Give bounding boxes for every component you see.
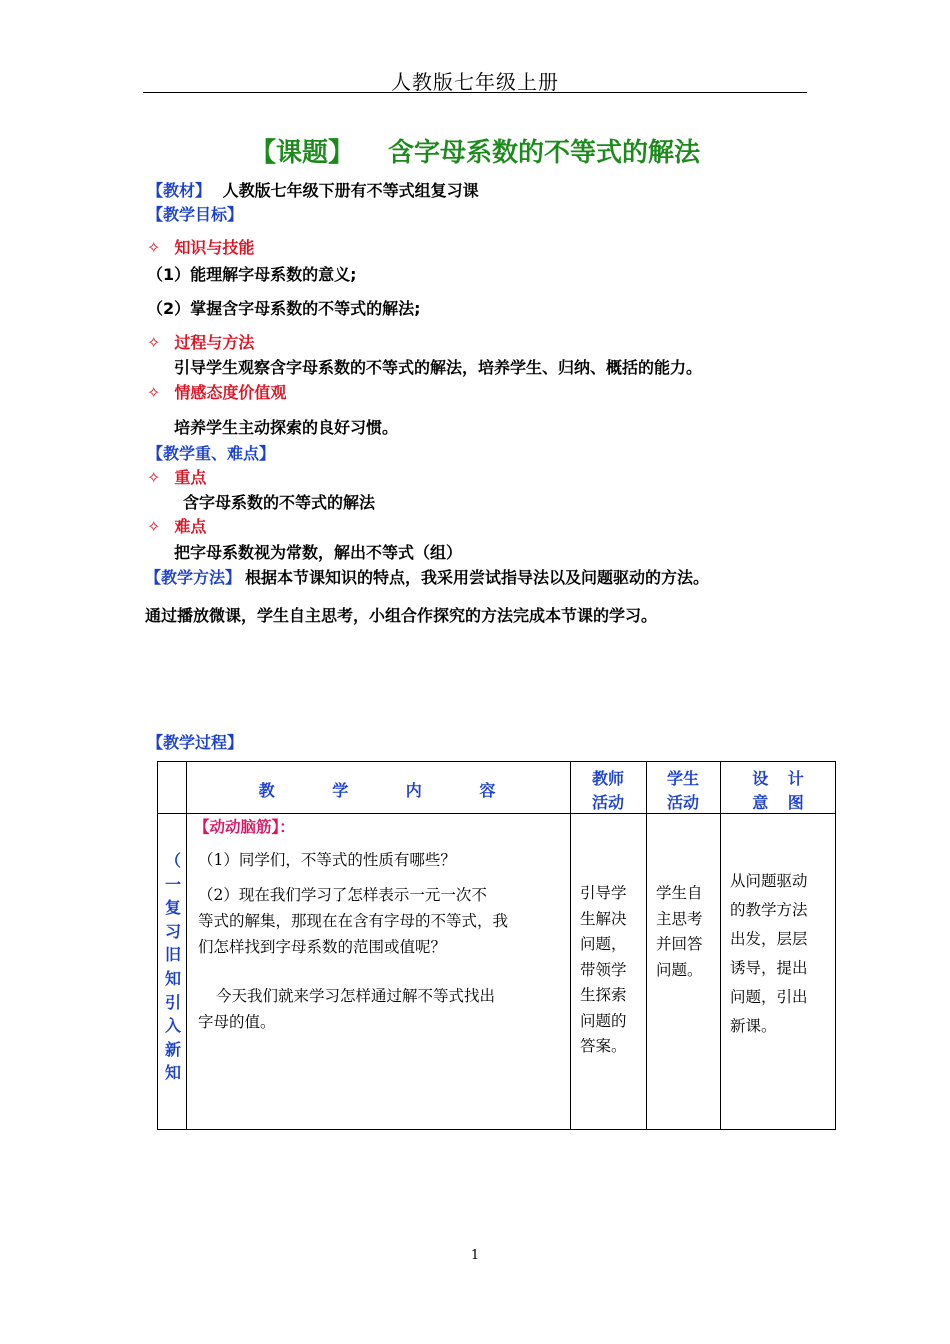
knowledge-item-1: （1）能理解字母系数的意义; xyxy=(147,265,357,284)
process-heading: ✧ 过程与方法 xyxy=(147,333,255,352)
knowledge-item-2: （2）掌握含字母系数的不等式的解法; xyxy=(147,299,421,318)
emotion-text: 培养学生主动探索的良好习惯。 xyxy=(174,418,399,437)
difficulty-text: 把字母系数视为常数，解出不等式（组） xyxy=(174,543,463,562)
emotion-heading: ✧ 情感态度价值观 xyxy=(147,383,287,402)
header-student-1: 学生 xyxy=(666,769,699,788)
header-content: 教 学 内 容 xyxy=(258,781,498,800)
teacher-activity: 引导学 生解决 问题， 带领学 生探索 问题的 答案。 xyxy=(580,884,627,1055)
header-design-1: 设 计 xyxy=(752,769,804,788)
header-teacher-2: 活动 xyxy=(591,793,624,812)
diamond-icon: ✧ xyxy=(147,517,161,536)
content-q2-line2: 等式的解集，那现在在含有字母的不等式，我 xyxy=(198,912,509,930)
difficulty-heading: ✧ 难点 xyxy=(147,517,207,536)
header-rule xyxy=(143,92,807,93)
lesson-title xyxy=(0,132,950,169)
stage-label: （ 一 复 习 旧 知 引 入 新 知 xyxy=(164,851,181,1083)
header-student-2: 活动 xyxy=(666,793,699,812)
header-title: 人教版七年级上册 xyxy=(391,70,559,94)
lesson-title-text: 含字母系数的不等式的解法 xyxy=(388,138,701,168)
material-tag: 【教材】 xyxy=(147,181,212,200)
lesson-title-bracket: 【课题】 xyxy=(249,138,354,168)
goals-tag: 【教学目标】 xyxy=(147,205,244,224)
diamond-icon: ✧ xyxy=(147,238,161,257)
diamond-icon: ✧ xyxy=(147,333,161,352)
content-today-line2: 字母的值。 xyxy=(198,1013,276,1031)
header-teacher-1: 教师 xyxy=(591,769,624,788)
content-q2-line3: 们怎样找到字母系数的范围或值呢？ xyxy=(198,938,447,956)
method-line xyxy=(145,565,709,588)
material-line xyxy=(147,178,479,201)
method-text-2: 通过播放微课，学生自主思考，小组合作探究的方法完成本节课的学习。 xyxy=(145,606,658,625)
method-text: 根据本节课知识的特点，我采用尝试指导法以及问题驱动的方法。 xyxy=(245,568,710,587)
process-text: 引导学生观察含字母系数的不等式的解法，培养学生、归纳、概括的能力。 xyxy=(174,358,703,377)
diamond-icon: ✧ xyxy=(147,383,161,402)
content-q2-line1: （2）现在我们学习了怎样表示一元一次不 xyxy=(198,886,487,904)
diamond-icon: ✧ xyxy=(147,468,161,487)
material-text: 人教版七年级下册有不等式组复习课 xyxy=(222,181,479,200)
design-intent: 从问题驱动 的教学方法 出发，层层 诱导，提出 问题，引出 新课。 xyxy=(730,872,808,1035)
header-design-2: 意 图 xyxy=(752,793,804,812)
student-activity: 学生自 主思考 并回答 问题。 xyxy=(656,884,703,979)
content-q1: （1）同学们，不等式的性质有哪些？ xyxy=(198,851,456,869)
focus-text: 含字母系数的不等式的解法 xyxy=(183,493,376,512)
method-tag: 【教学方法】 xyxy=(145,568,242,587)
page-number: 1 xyxy=(470,1248,480,1263)
content-today-line1: 今天我们就来学习怎样通过解不等式找出 xyxy=(216,987,496,1005)
process-section-tag: 【教学过程】 xyxy=(147,733,244,752)
content-tag: 【动动脑筋】： xyxy=(194,818,295,836)
knowledge-heading: ✧ 知识与技能 xyxy=(147,238,255,257)
teaching-process-table xyxy=(157,761,836,1130)
focus-heading: ✧ 重点 xyxy=(147,468,207,487)
key-points-tag: 【教学重、难点】 xyxy=(147,444,276,463)
